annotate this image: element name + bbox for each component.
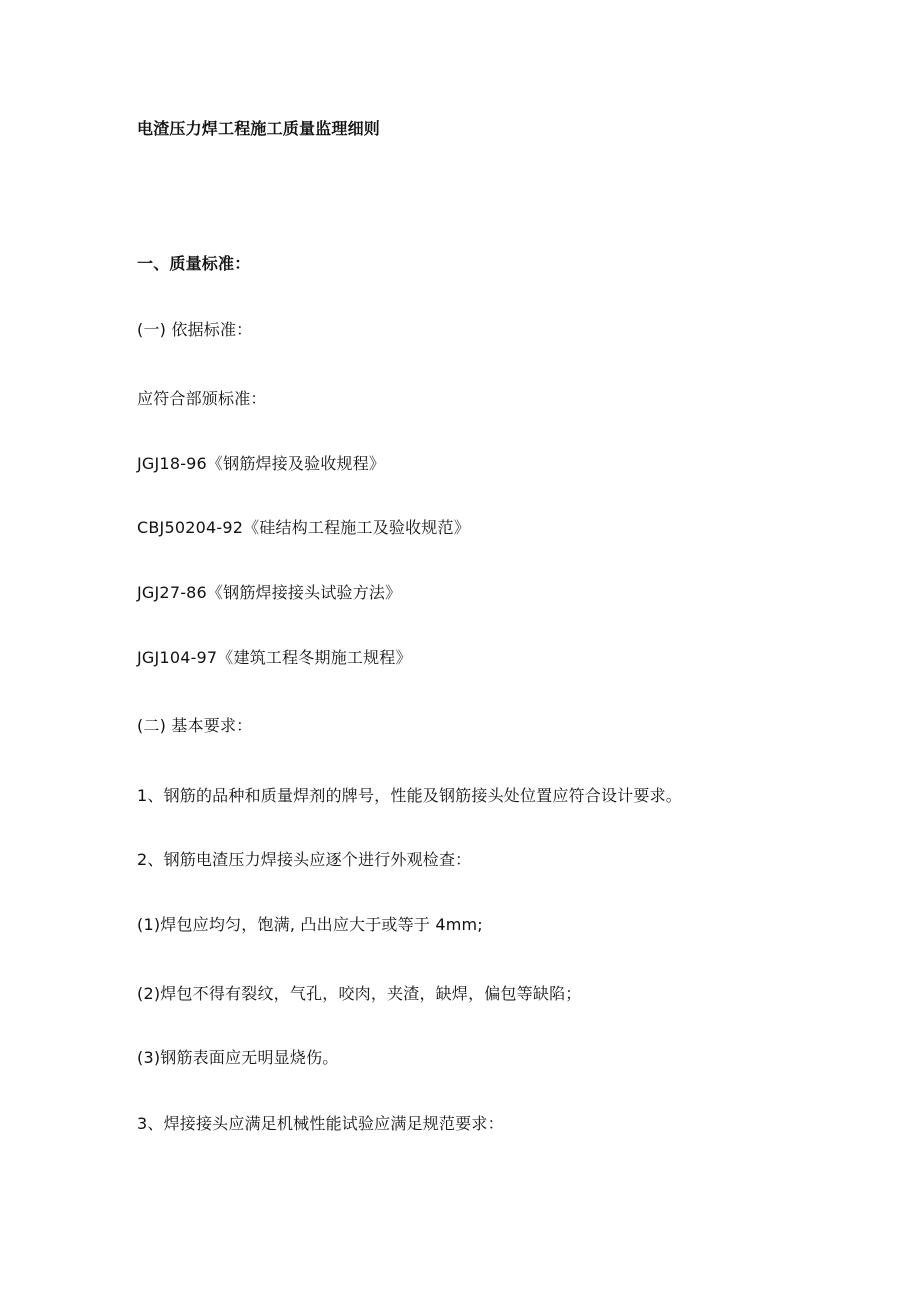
requirement-item: 1、钢筋的品种和质量焊剂的牌号，性能及钢筋接头处位置应符合设计要求。 xyxy=(137,786,682,805)
requirement-item: 3、焊接接头应满足机械性能试验应满足规范要求： xyxy=(137,1114,504,1133)
standard-item: JGJ27-86《钢筋焊接接头试验方法》 xyxy=(137,583,402,602)
document-title: 电渣压力焊工程施工质量监理细则 xyxy=(137,119,381,138)
standard-item: JGJ18-96《钢筋焊接及验收规程》 xyxy=(137,454,386,473)
subsection-heading-basis: (一) 依据标准： xyxy=(137,320,253,339)
requirement-subitem: (2)焊包不得有裂纹，气孔，咬肉，夹渣，缺焊，偏包等缺陷； xyxy=(137,984,582,1003)
requirement-item: 2、钢筋电渣压力焊接头应逐个进行外观检查： xyxy=(137,850,472,869)
requirement-subitem: (3)钢筋表面应无明显烧伤。 xyxy=(137,1048,339,1067)
standards-intro: 应符合部颁标准： xyxy=(137,389,267,408)
requirement-subitem: (1)焊包应均匀，饱满, 凸出应大于或等于 4mm; xyxy=(137,915,483,934)
standard-item: JGJ104-97《建筑工程冬期施工规程》 xyxy=(137,648,412,667)
section-heading-quality-standard: 一、质量标准： xyxy=(137,254,251,273)
standard-item: CBJ50204-92《硅结构工程施工及验收规范》 xyxy=(137,518,470,537)
subsection-heading-basic-requirements: (二) 基本要求： xyxy=(137,716,253,735)
